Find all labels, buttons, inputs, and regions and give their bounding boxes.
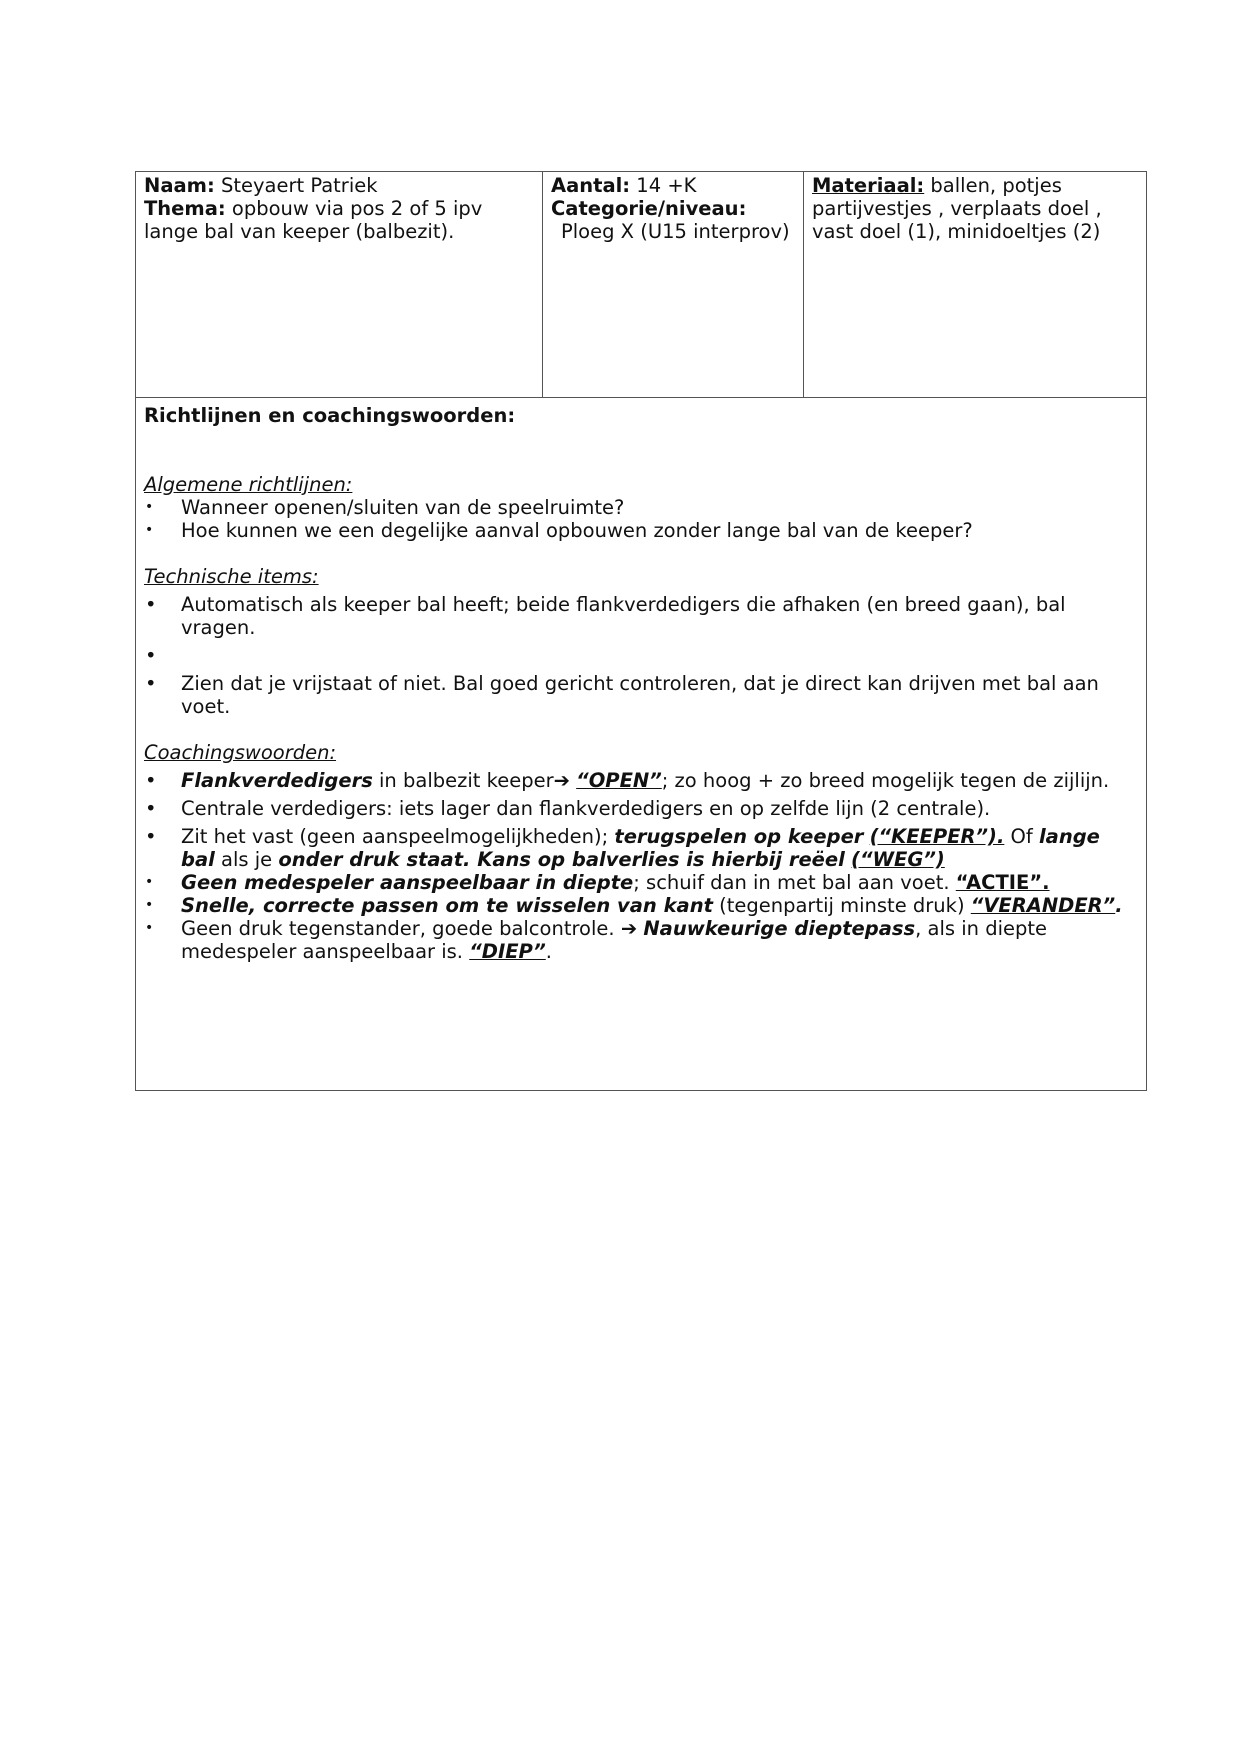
- list-item: [144, 519, 1134, 542]
- list-item: [144, 593, 1134, 639]
- thema-value: opbouw via pos 2 of 5 ipv lange bal van keeper (balbezit).: [144, 197, 483, 243]
- coaching-word: “ACTIE”.: [955, 871, 1050, 894]
- plain-text: als je: [214, 848, 279, 871]
- coaching-word: “VERANDER”: [970, 894, 1116, 917]
- guidelines-section: [144, 400, 1134, 963]
- list-item: [144, 672, 1134, 718]
- emphasis-text: Geen medespeler aanspeelbaar in diepte: [181, 871, 634, 894]
- bullet-icon: •: [145, 874, 154, 890]
- list-item: [144, 917, 1134, 963]
- bullet-icon: •: [145, 672, 157, 695]
- emphasis-text: Flankverdedigers: [181, 769, 373, 792]
- coaching-word: (“WEG”): [851, 848, 945, 871]
- technische-title: Technische items:: [144, 565, 319, 588]
- material-cell: [804, 172, 1146, 397]
- thema-label: Thema:: [144, 197, 226, 220]
- plain-text: Of: [1004, 825, 1039, 848]
- plain-text: Centrale verdedigers: iets lager dan flankverdedigers en op zelfde lijn (2 centrale).: [181, 797, 991, 820]
- categorie-label: Categorie/niveau:: [551, 197, 747, 220]
- aantal-value: 14 +K: [630, 174, 697, 197]
- bullet-icon: •: [145, 825, 157, 848]
- list-item: [144, 644, 1134, 667]
- list-item: [144, 825, 1134, 871]
- algemene-title: Algemene richtlijnen:: [144, 473, 353, 496]
- bullet-icon: •: [145, 499, 154, 515]
- categorie-value: Ploeg X (U15 interprov): [561, 220, 790, 243]
- bullet-icon: •: [145, 644, 157, 667]
- emphasis-text: .: [1115, 894, 1123, 917]
- list-item-text: Wanneer openen/sluiten van de speelruimte?: [181, 496, 625, 519]
- coaching-word: “DIEP”: [469, 940, 546, 963]
- header-row: [136, 172, 1146, 398]
- coaching-title: Coachingswoorden:: [144, 741, 337, 764]
- emphasis-text: onder druk staat. Kans op balverlies is hierbij reëel: [278, 848, 845, 871]
- bullet-icon: •: [145, 522, 154, 538]
- list-item: [144, 894, 1134, 917]
- list-item-text: Hoe kunnen we een degelijke aanval opbouwen zonder lange bal van de keeper?: [181, 519, 973, 542]
- list-item-text: Automatisch als keeper bal heeft; beide flankverdedigers die afhaken (en breed gaan), bal vragen.: [181, 593, 1066, 639]
- emphasis-text: lange bal: [181, 825, 1100, 871]
- bullet-icon: •: [145, 797, 157, 820]
- bullet-icon: •: [145, 593, 157, 616]
- list-item-text: Zien dat je vrijstaat of niet. Bal goed gericht controleren, dat je direct kan drijven met bal aan voet.: [181, 672, 1099, 718]
- materiaal-value: ballen, potjes partijvestjes , verplaats doel , vast doel (1), minidoeltjes (2): [812, 174, 1102, 243]
- aantal-label: Aantal:: [551, 174, 631, 197]
- name-theme-cell: [136, 172, 543, 397]
- arrow-right-icon: ➔: [553, 769, 570, 792]
- plain-text: .: [545, 940, 552, 963]
- plain-text: (tegenpartij minste druk): [712, 894, 971, 917]
- algemene-list: [144, 496, 1134, 542]
- bullet-icon: •: [145, 920, 154, 936]
- materiaal-label: Materiaal:: [812, 174, 925, 197]
- section-title: Richtlijnen en coachingswoorden:: [144, 404, 516, 427]
- list-item: [144, 797, 1134, 820]
- bullet-icon: •: [145, 897, 154, 913]
- list-item: [144, 871, 1134, 894]
- technische-list: [144, 593, 1134, 718]
- plain-text: ; schuif dan in met bal aan voet.: [633, 871, 956, 894]
- list-item: [144, 496, 1134, 519]
- naam-value: Steyaert Patriek: [214, 174, 378, 197]
- count-category-cell: [543, 172, 804, 397]
- emphasis-text: Snelle, correcte passen om te wisselen van kant: [181, 894, 713, 917]
- training-sheet-table: [135, 171, 1147, 1091]
- naam-label: Naam:: [144, 174, 215, 197]
- coaching-word: “OPEN”: [576, 769, 662, 792]
- bullet-icon: •: [145, 769, 157, 792]
- plain-text: Zit het vast (geen aanspeelmogelijkheden);: [181, 825, 615, 848]
- plain-text: in balbezit keeper: [372, 769, 554, 792]
- plain-text: , als in diepte medespeler aanspeelbaar is.: [181, 917, 1048, 963]
- plain-text: Geen druk tegenstander, goede balcontrole.: [181, 917, 621, 940]
- coaching-list: [144, 769, 1134, 963]
- emphasis-text: terugspelen op keeper: [614, 825, 864, 848]
- arrow-right-icon: ➔: [620, 917, 638, 940]
- list-item: [144, 769, 1134, 792]
- coaching-word: (“KEEPER”).: [869, 825, 1005, 848]
- emphasis-text: Nauwkeurige dieptepass: [643, 917, 916, 940]
- plain-text: ; zo hoog + zo breed mogelijk tegen de zijlijn.: [661, 769, 1110, 792]
